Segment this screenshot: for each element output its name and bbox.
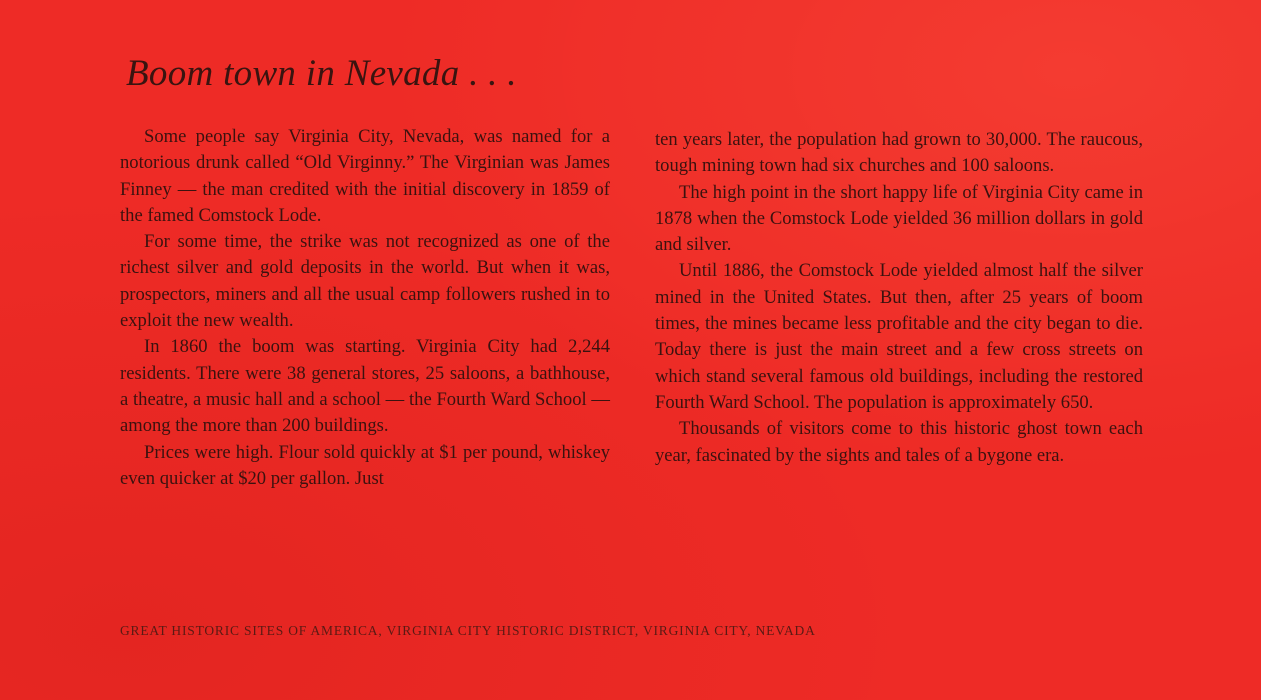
left-column [120,124,610,492]
paragraph: ten years later, the population had grown to 30,000. The raucous, tough mining town had six churches and 100 saloons. [655,129,1143,177]
paragraph: Until 1886, the Comstock Lode yielded almost half the silver mined in the United States. But then, after 25 years of boom times, the mines became less profitable and the city began to die. Today there is just the main street and a few cross streets on which stand several famous old buildings, including the restored Fourth Ward School. The population is approximately 650. [655,260,1143,413]
headline: Boom town in Nevada . . . [126,53,517,94]
credit-line: GREAT HISTORIC SITES OF AMERICA, VIRGINIA CITY HISTORIC DISTRICT, VIRGINIA CITY, NEVADA [120,623,816,638]
paragraph: Prices were high. Flour sold quickly at $1 per pound, whiskey even quicker at $20 per gallon. Just [120,441,610,489]
paragraph: Some people say Virginia City, Nevada, was named for a notorious drunk called “Old Virginny.” The Virginian was James Finney — the man credited with the initial discovery in 1859 of the famed Comstock Lode. [120,126,610,226]
right-column [655,127,1143,469]
paragraph: In 1860 the boom was starting. Virginia City had 2,244 residents. There were 38 general stores, 25 saloons, a bathhouse, a theatre, a music hall and a school — the Fourth Ward School — among the more than 200 buildings. [120,336,610,437]
paragraph: Thousands of visitors come to this historic ghost town each year, fascinated by the sights and tales of a bygone era. [655,418,1143,466]
paragraph: For some time, the strike was not recognized as one of the richest silver and gold deposits in the world. But when it was, prospectors, miners and all the usual camp followers rushed in to exploit the new wealth. [120,231,610,332]
paragraph: The high point in the short happy life of Virginia City came in 1878 when the Comstock Lode yielded 36 million dollars in gold and silver. [655,181,1143,256]
